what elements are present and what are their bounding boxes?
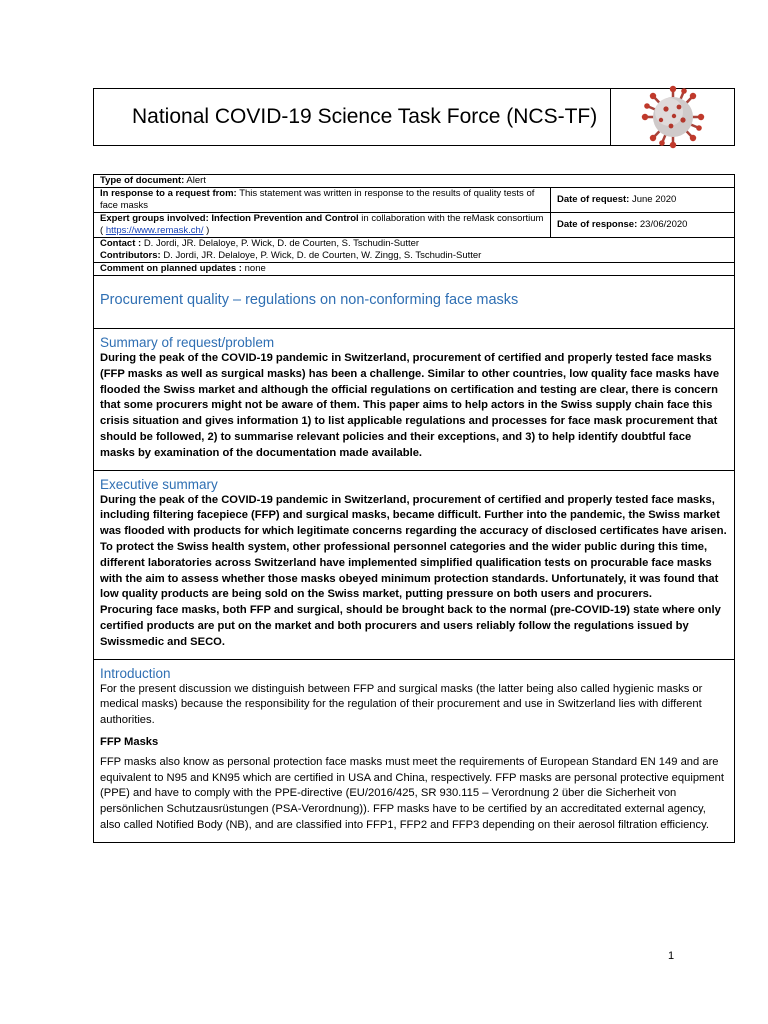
main-title: Procurement quality – regulations on non-conforming face masks <box>100 292 519 308</box>
experts-label: Expert groups involved: <box>100 213 209 224</box>
page-number: 1 <box>668 950 675 962</box>
request-row <box>94 188 734 213</box>
ffp-masks-heading: FFP Masks <box>100 735 159 748</box>
contact-value: D. Jordi, JR. Delaloye, P. Wick, D. de Courten, S. Tschudin-Sutter <box>143 238 420 249</box>
date-response-label: Date of response: <box>557 219 638 230</box>
contributors-value: D. Jordi, JR. Delaloye, P. Wick, D. de Courten, W. Zingg, S. Tschudin-Sutter <box>163 250 482 261</box>
experts-close: ) <box>206 225 210 236</box>
executive-paragraph-2: Procuring face masks, both FFP and surgical, should be brought back to the normal (pre-COVID-19) state where only certified products are put on the market and both procurers and users reliably follow the regulations issued by Swissmedic and SECO. <box>100 604 721 648</box>
type-value: Alert <box>186 175 206 186</box>
introduction-section <box>94 660 734 842</box>
type-row <box>94 175 734 188</box>
document-header <box>93 88 735 146</box>
type-label: Type of document: <box>100 175 185 186</box>
header-logo-cell <box>611 89 734 145</box>
main-title-section <box>94 276 734 329</box>
experts-row <box>94 213 734 238</box>
contributors-label: Contributors: <box>100 250 161 261</box>
date-request-value: June 2020 <box>631 194 677 205</box>
contact-row <box>94 238 734 263</box>
introduction-heading: Introduction <box>100 665 171 681</box>
comment-label: Comment on planned updates : <box>100 263 242 274</box>
comment-value: none <box>244 263 266 274</box>
experts-group: Infection Prevention and Control <box>211 213 359 224</box>
introduction-paragraph-1: For the present discussion we distinguish between FFP and surgical masks (the latter being also called hygienic masks or medical masks) because the responsibility for the regulation of their procurement and use in Switzerland lies with different authorities. <box>100 682 703 727</box>
summary-section <box>94 329 734 471</box>
date-request-label: Date of request: <box>557 194 630 205</box>
metadata-table <box>94 175 734 276</box>
introduction-paragraph-2: FFP masks also know as personal protection face masks must meet the requirements of European Standard EN 149 and are equivalent to N95 and KN95 which are certified in USA and China, respectively. FFP masks are personal protective equipment (PPE) and have to comply with the PPE-directive (EU/2016/425, SR 930.115 – Verordnung 2 über die Sicherheit von persönlichen Schutzausrüstungen (PSA-Verordnung)). FFP masks have to be certified by an accreditated external agency, also called Notified Body (NB), and are classified into FFP1, FFP2 and FFP3 depending on their aerosol filtration efficiency. <box>100 755 724 831</box>
introduction-body <box>100 682 728 834</box>
summary-heading: Summary of request/problem <box>100 335 275 350</box>
experts-text: in collaboration with the reMask consortium ( <box>100 213 544 236</box>
date-response-value: 23/06/2020 <box>639 219 688 230</box>
contact-label: Contact : <box>100 238 142 249</box>
summary-text: During the peak of the COVID-19 pandemic in Switzerland, procurement of certified and properly tested face masks (FFP masks as well as surgical masks) has been a challenge. Similar to other countries, low quality face masks have flooded the Swiss market and although the official regulations on certification and testing are clear, there is concern that some procurers might not be aware of them. This paper aims to help actors in the Swiss supply chain face this crisis situation and gives information 1) to list applicable regulations and processes for face mask procurement that should be followed, 2) to summarise relevant policies and their exceptions, and 3) to help identify doubtful face masks by examination of the documentation made available. <box>100 352 720 459</box>
executive-summary-heading: Executive summary <box>100 476 218 492</box>
document-title: National COVID-19 Science Task Force (NCS-TF) <box>94 89 611 145</box>
request-label: In response to a request from: <box>100 188 237 199</box>
executive-summary-section <box>94 471 734 660</box>
remask-link[interactable]: https://www.remask.ch/ <box>105 225 204 236</box>
executive-paragraph-1: During the peak of the COVID-19 pandemic in Switzerland, procurement of certified and properly tested face masks, including filtering facepiece (FFP) and surgical masks, became difficult. Further into the pandemic, the Swiss market was flooded with products for which legitimate concerns regarding the accuracy of disclosed certificates have arisen. To protect the Swiss health system, other professional personnel categories and the wider public during this time, different laboratories across Switzerland have implemented simplified qualification tests on procurable face masks with the aim to assess whether those masks obeyed minimum protection standards. Unfortunately, it was found that low quality products are being sold on the Swiss market, putting pressure on both users and procurers. <box>100 493 727 601</box>
document-body <box>93 174 735 843</box>
coronavirus-icon <box>641 85 705 149</box>
comment-row <box>94 263 734 276</box>
executive-summary-body <box>100 493 728 651</box>
request-value: This statement was written in response to the results of quality tests of face masks <box>100 188 535 211</box>
